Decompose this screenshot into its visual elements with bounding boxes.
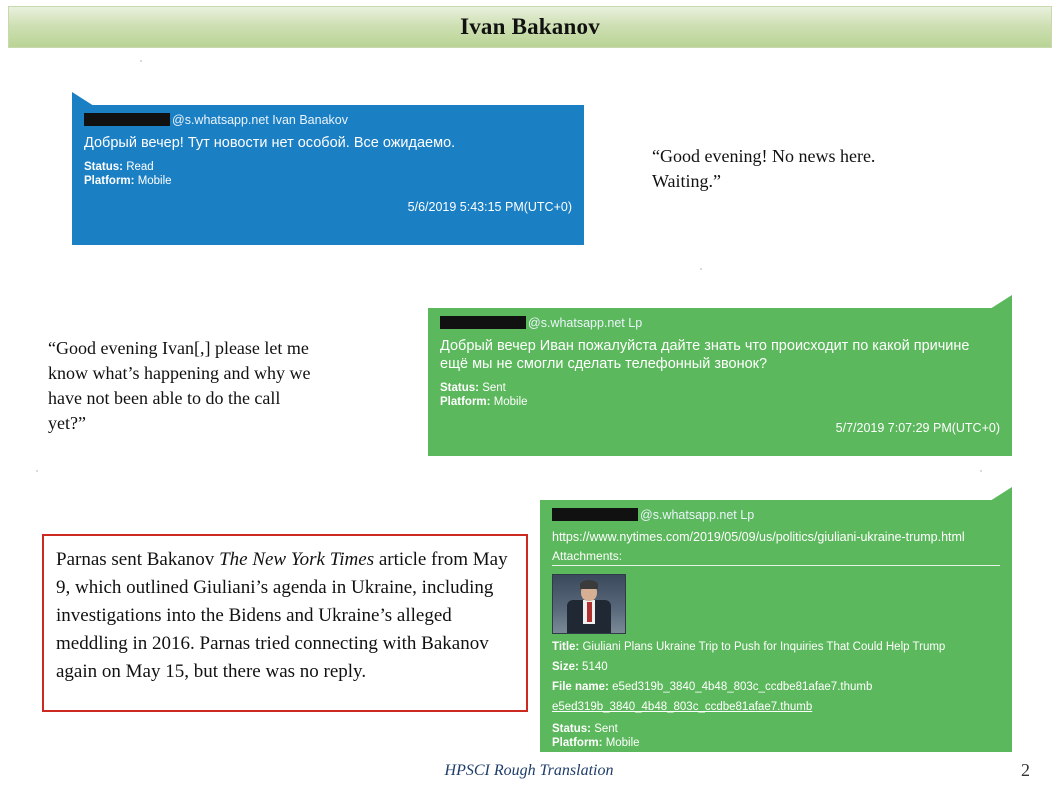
footer-note: HPSCI Rough Translation bbox=[444, 762, 614, 779]
summary-text-part2: article from May 9, which outlined Giuliani’s agenda in Ukraine, including investigations into the Bidens and Ukraine’s alleged meddling in 2016. Parnas tried connecting with Bakanov again on May 15, but there was no reply. bbox=[56, 549, 508, 682]
message-platform-value: Mobile bbox=[493, 396, 528, 408]
message-platform-value: Mobile bbox=[137, 175, 172, 187]
message-timestamp: 5/10/2019 8:02:23 AM(UTC+0) bbox=[829, 756, 1000, 770]
message-status-label: Status: bbox=[552, 723, 591, 735]
message-platform-label: Platform: bbox=[84, 175, 135, 187]
message-status-label: Status: bbox=[84, 161, 123, 173]
attachment-thumbnail-image[interactable] bbox=[552, 574, 626, 634]
summary-text-italic: The New York Times bbox=[219, 549, 375, 570]
message-status bbox=[440, 381, 1000, 395]
page-number: 2 bbox=[1021, 760, 1030, 780]
translation-block-2 bbox=[48, 336, 398, 436]
message-timestamp: 5/7/2019 7:07:29 PM(UTC+0) bbox=[835, 421, 1000, 435]
translation-line: “Good evening! No news here. bbox=[652, 146, 876, 166]
message-status-value: Sent bbox=[482, 382, 506, 394]
thumbnail-figure-hair bbox=[580, 580, 598, 589]
attachment-filename-link[interactable]: e5ed319b_3840_4b48_803c_ccdbe81afae7.thumb bbox=[552, 701, 813, 713]
bubble-tail bbox=[990, 487, 1012, 501]
translation-block-1 bbox=[652, 144, 982, 194]
message-status-value: Read bbox=[126, 161, 154, 173]
translation-line: Waiting.” bbox=[652, 171, 722, 191]
attachment-title-value: Giuliani Plans Ukraine Trip to Push for Inquiries That Could Help Trump bbox=[582, 641, 946, 653]
redaction-block bbox=[552, 508, 638, 521]
translation-line: have not been able to do the call bbox=[48, 388, 281, 408]
message-body: Добрый вечер Иван пожалуйста дайте знать что происходит по какой причине ещё мы не смогли сделать телефонный звонок? bbox=[440, 338, 970, 372]
scan-speckle bbox=[36, 470, 38, 472]
translation-line: yet?” bbox=[48, 413, 86, 433]
attachment-size-value: 5140 bbox=[582, 661, 608, 673]
translation-line: “Good evening Ivan[,] please let me bbox=[48, 338, 309, 358]
message-platform bbox=[552, 736, 1000, 750]
attachment-size bbox=[552, 660, 1000, 674]
message-status bbox=[552, 722, 1000, 736]
thumbnail-figure-tie bbox=[587, 602, 592, 622]
scan-speckle bbox=[700, 268, 702, 270]
message-sender bbox=[84, 113, 572, 128]
chat-bubble-outgoing-attachment bbox=[540, 500, 1012, 770]
attachments-label: Attachments: bbox=[552, 549, 623, 563]
chat-bubble-outgoing bbox=[428, 308, 1012, 456]
message-timestamp: 5/6/2019 5:43:15 PM(UTC+0) bbox=[407, 200, 572, 214]
bubble-tail bbox=[72, 92, 94, 106]
message-platform-value: Mobile bbox=[605, 737, 640, 749]
message-platform bbox=[84, 174, 572, 188]
message-sender bbox=[552, 508, 1000, 523]
attachment-filename bbox=[552, 680, 1000, 694]
message-sender-handle: @s.whatsapp.net Ivan Banakov bbox=[172, 113, 348, 127]
bubble-tail bbox=[990, 295, 1012, 309]
attachment-title-label: Title: bbox=[552, 641, 580, 653]
message-platform-label: Platform: bbox=[552, 737, 603, 749]
translation-line: know what’s happening and why we bbox=[48, 363, 311, 383]
chat-bubble-incoming bbox=[72, 105, 584, 245]
attachment-title bbox=[552, 640, 1000, 654]
message-status-value: Sent bbox=[594, 723, 618, 735]
scan-speckle bbox=[980, 470, 982, 472]
redaction-block bbox=[84, 113, 170, 126]
attachment-filename-link-row[interactable] bbox=[552, 700, 1000, 714]
message-platform bbox=[440, 395, 1000, 409]
summary-text-part1: Parnas sent Bakanov bbox=[56, 549, 220, 570]
message-sender-handle: @s.whatsapp.net Lp bbox=[528, 316, 643, 330]
attachments-divider bbox=[552, 565, 1000, 566]
summary-callout-box bbox=[42, 534, 528, 712]
message-url[interactable]: https://www.nytimes.com/2019/05/09/us/politics/giuliani-ukraine-trump.html bbox=[552, 530, 965, 544]
page-header-banner bbox=[8, 6, 1052, 48]
message-sender-handle: @s.whatsapp.net Lp bbox=[640, 508, 755, 522]
attachment-filename-label: File name: bbox=[552, 681, 609, 693]
scan-speckle bbox=[140, 60, 142, 62]
attachment-size-label: Size: bbox=[552, 661, 579, 673]
redaction-block bbox=[440, 316, 526, 329]
message-status bbox=[84, 160, 572, 174]
page-title: Ivan Bakanov bbox=[460, 14, 600, 39]
message-body: Добрый вечер! Тут новости нет особой. Все ожидаемо. bbox=[84, 135, 456, 151]
message-sender bbox=[440, 316, 1000, 331]
attachment-filename-value: e5ed319b_3840_4b48_803c_ccdbe81afae7.thumb bbox=[612, 681, 873, 693]
message-status-label: Status: bbox=[440, 382, 479, 394]
message-platform-label: Platform: bbox=[440, 396, 491, 408]
